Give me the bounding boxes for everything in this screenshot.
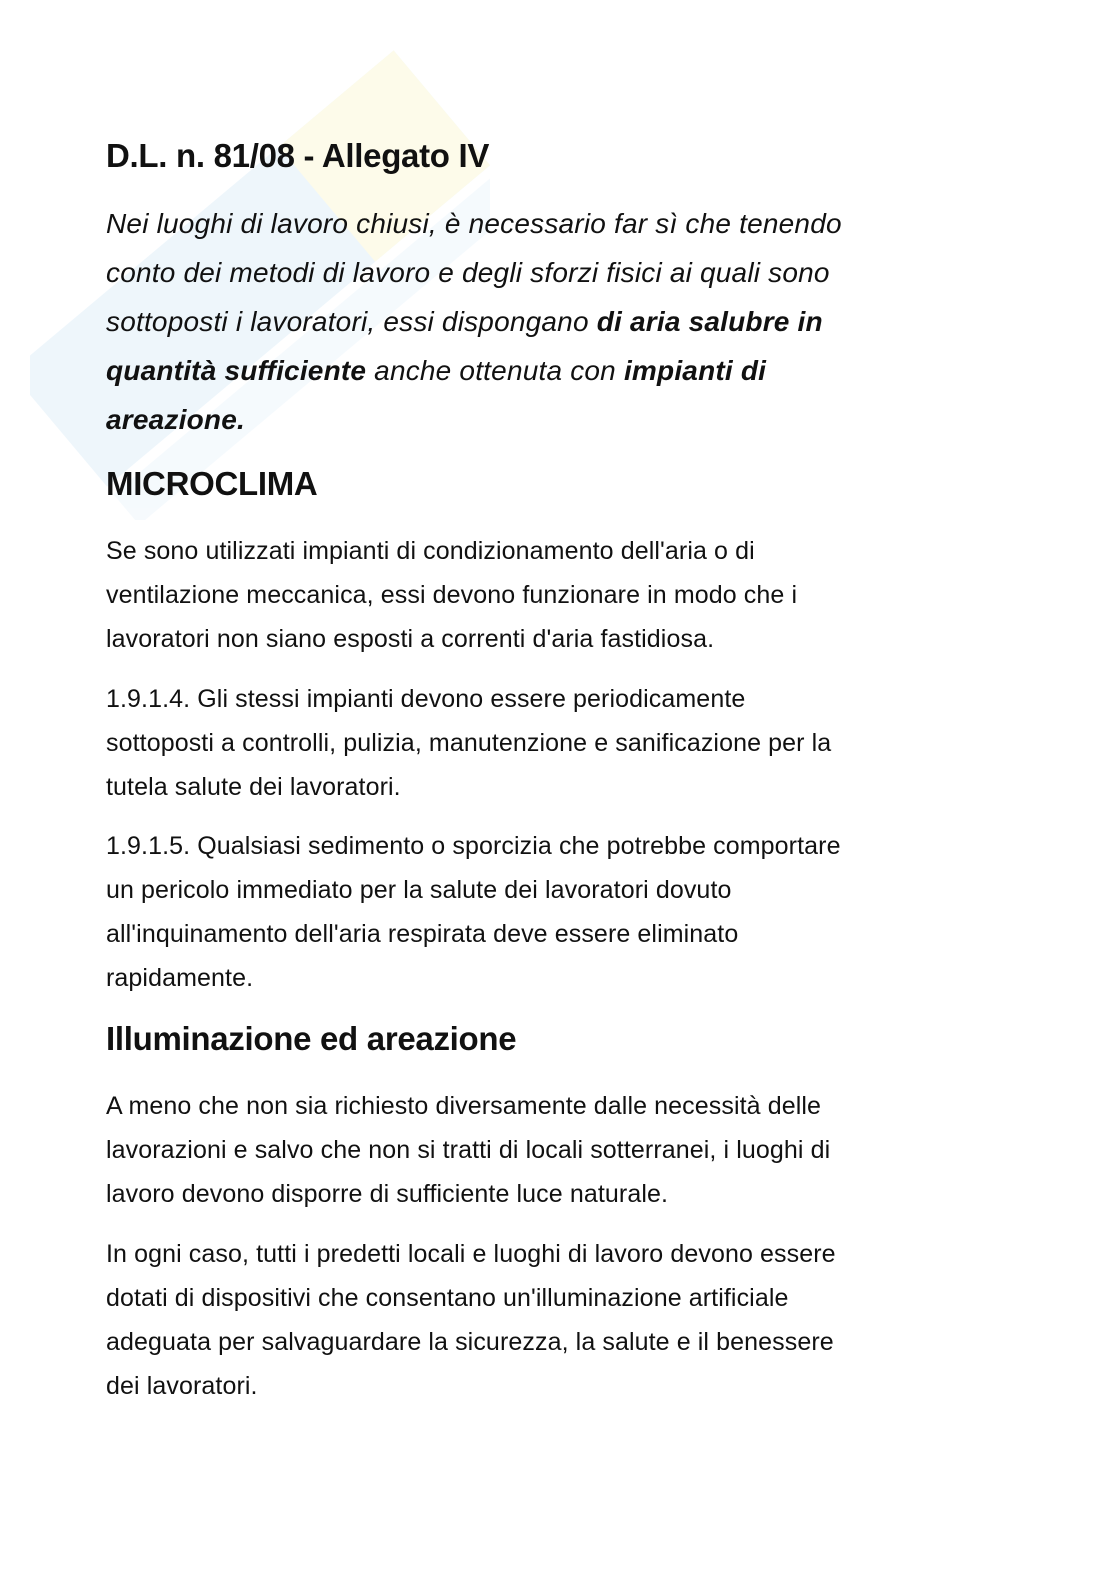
intro-quote — [106, 199, 842, 444]
text: sottoposti i lavoratori, essi dispongano — [106, 306, 597, 337]
document-title: D.L. n. 81/08 - Allegato IV — [106, 137, 490, 174]
microclima-paragraph-1 — [106, 529, 797, 661]
intro-line — [106, 199, 842, 248]
text: anche ottenuta con — [366, 355, 624, 386]
paragraph-line: adeguata per salvaguardare la sicurezza, la salute e il benessere — [106, 1328, 834, 1356]
microclima-paragraph-3 — [106, 824, 841, 1000]
paragraph-line: A meno che non sia richiesto diversamente dalle necessità delle — [106, 1092, 822, 1120]
intro-line — [106, 346, 842, 395]
bold-text: areazione. — [106, 404, 245, 435]
intro-line — [106, 395, 842, 444]
intro-line — [106, 297, 842, 346]
paragraph-line: sottoposti a controlli, pulizia, manutenzione e sanificazione per la — [106, 729, 832, 757]
paragraph-line: In ogni caso, tutti i predetti locali e luoghi di lavoro devono essere — [106, 1240, 836, 1268]
text: conto dei metodi di lavoro e degli sforzi fisici ai quali sono — [106, 257, 830, 288]
microclima-paragraph-2 — [106, 677, 831, 809]
paragraph-line: dotati di dispositivi che consentano un'illuminazione artificiale — [106, 1284, 789, 1312]
bold-text: quantità sufficiente — [106, 355, 367, 386]
paragraph-line: Se sono utilizzati impianti di condizionamento dell'aria o di — [106, 537, 755, 565]
heading-illuminazione: Illuminazione ed areazione — [106, 1020, 517, 1057]
illuminazione-paragraph-1 — [106, 1084, 830, 1216]
paragraph-line: lavoro devono disporre di sufficiente luce naturale. — [106, 1180, 669, 1208]
paragraph-line: un pericolo immediato per la salute dei lavoratori dovuto — [106, 876, 732, 904]
paragraph-line: ventilazione meccanica, essi devono funzionare in modo che i — [106, 581, 798, 609]
paragraph-line: 1.9.1.4. Gli stessi impianti devono essere periodicamente — [106, 685, 746, 713]
paragraph-line: all'inquinamento dell'aria respirata deve essere eliminato — [106, 920, 739, 948]
bold-text: di aria salubre in — [596, 306, 823, 337]
paragraph-line: 1.9.1.5. Qualsiasi sedimento o sporcizia che potrebbe comportare — [106, 832, 841, 860]
paragraph-line: tutela salute dei lavoratori. — [106, 773, 401, 801]
bold-text: impianti di — [623, 355, 767, 386]
paragraph-line: lavoratori non siano esposti a correnti d'aria fastidiosa. — [106, 625, 715, 653]
paragraph-line: dei lavoratori. — [106, 1372, 258, 1400]
illuminazione-paragraph-2 — [106, 1232, 836, 1408]
heading-microclima: MICROCLIMA — [106, 465, 318, 502]
paragraph-line: lavorazioni e salvo che non si tratti di locali sotterranei, i luoghi di — [106, 1136, 831, 1164]
paragraph-line: rapidamente. — [106, 964, 254, 992]
intro-line — [106, 248, 842, 297]
text: Nei luoghi di lavoro chiusi, è necessario far sì che tenendo — [106, 208, 842, 239]
